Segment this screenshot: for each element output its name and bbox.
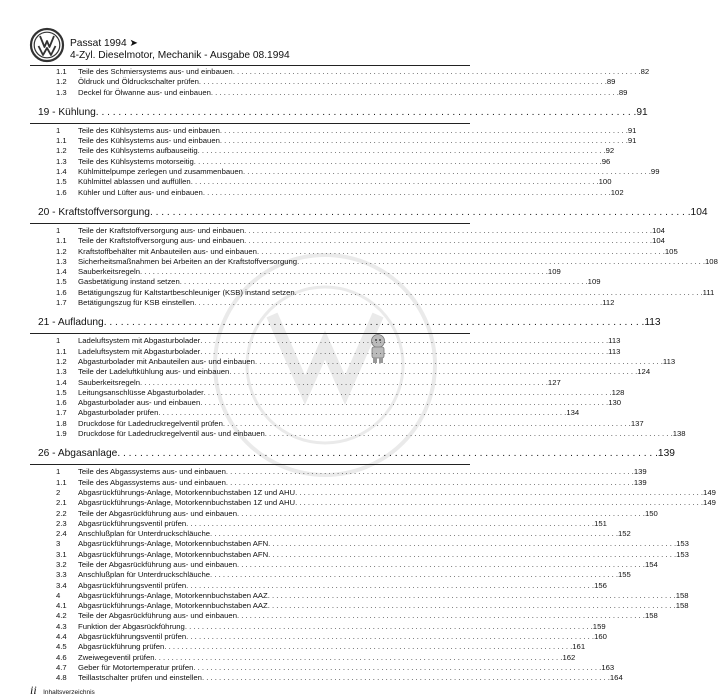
entry-page-number: 96 xyxy=(601,156,611,166)
document-title: Passat 1994 ➤ xyxy=(70,38,139,49)
entry-title: Abgasrückführungs-Anlage, Motorkennbuchstaben AAZ xyxy=(78,601,268,611)
dot-leader: . . . . . . . . . . . . . . . . . . . . . . . . . . . . . . . . . . . . . . . . . . . . . . . . . . . . . . . . . . . . . . . . . . . . . . . . . . . . . . . . . . . . . . . . . . . . . . . . xyxy=(236,559,645,569)
toc-entry[interactable] xyxy=(38,236,665,246)
toc-entry[interactable] xyxy=(38,377,561,388)
entry-page-number: 92 xyxy=(605,146,615,156)
toc-chapter-heading[interactable] xyxy=(38,105,648,126)
entry-title: Sicherheitsmaßnahmen bei Arbeiten an der Kraftstoffversorgung xyxy=(78,256,298,266)
entry-title: Abgasrückführungs-Anlage, Motorkennbuchstaben AFN xyxy=(78,549,269,559)
entry-number: 4.7 xyxy=(56,662,67,672)
entry-number: 4.5 xyxy=(56,642,67,652)
entry-page-number: 160 xyxy=(594,632,607,642)
entry-page-number: 162 xyxy=(562,652,576,662)
toc-entry[interactable] xyxy=(38,642,586,652)
dot-leader: . . . . . . . . . . . . . . . . . . . . . . . . . . . . . . . . . . . . . . . . . . . . . . . . . . . . . . . . . . . . . . . . . . . . . . . . . . . . . . . . . . . . . . . . . . . . . . . . xyxy=(194,298,603,308)
toc-chapter-heading[interactable] xyxy=(38,315,661,336)
entry-page-number: 139 xyxy=(633,467,647,477)
dot-leader: . . . . . . . . . . . . . . . . . . . . . . . . . . . . . . . . . . . . . . . . . . . . . . . . . . . . . . . . . . . . . . . . . . . . . . . . . . . . . . . . . . . . . . . . . . . . . . . . xyxy=(203,387,612,397)
entry-number: 1.5 xyxy=(56,177,67,187)
toc-entry[interactable] xyxy=(38,356,676,367)
dot-leader: . . . . . . . . . . . . . . . . . . . . . . . . . . . . . . . . . . . . . . . . . . . . . . . . . . . . . . . . . . . . . . . . . . . . . . . . . . . . . . . . . . . . . . . . . . . . . . . . xyxy=(222,418,631,428)
entry-title: Teillastschalter prüfen und einstellen xyxy=(78,673,202,683)
entry-number: 4.8 xyxy=(56,673,67,683)
chapter-page-number: 91 xyxy=(636,106,648,118)
toc-entry[interactable] xyxy=(38,590,689,601)
entry-title: Betätigungszug für KSB einstellen xyxy=(78,298,195,308)
dot-leader: . . . . . . . . . . . . . . . . . . . . . . . . . . . . . . . . . . . . . . . . . . . . . . . . . . . . . . . . . . . . . . . . . . . . . . . . . . . . . . . . . . . . . . . . . . . . . . . . xyxy=(229,367,638,377)
toc-entry[interactable] xyxy=(38,662,615,673)
entry-number: 1.4 xyxy=(56,377,67,387)
entry-number: 1.1 xyxy=(56,136,67,146)
toc-entry[interactable] xyxy=(38,487,716,498)
entry-title: Kühlmittelpumpe zerlegen und zusammenbauen xyxy=(78,167,243,177)
dot-leader: . . . . . . . . . . . . . . . . . . . . . . . . . . . . . . . . . . . . . . . . . . . . . . . . . . . . . . . . . . . . . . . . . . . . . . . . . . . . . . . . . . . . . . . . . . . . . . . . xyxy=(267,601,676,611)
toc-entry[interactable] xyxy=(38,408,580,418)
entry-number: 1.6 xyxy=(56,187,67,197)
toc-entry[interactable] xyxy=(38,559,658,570)
dot-leader: . . . . . . . . . . . . . . . . . . . . . . . . . . . . . . . . . . . . . . . . . . . . . . . . . . . . . . . . . . . . . . . . . . . . . . . . . . . . . . . . . . . . . . . . . . . . . . . . xyxy=(198,77,607,87)
entry-title: Druckdose für Ladedruckregelventil aus- und einbauen xyxy=(78,429,265,439)
chapter-underline xyxy=(30,464,470,465)
dot-leader: . . . . . . . . . . . . . . . . . . . . . . . . . . . . . . . . . . . . . . . . . . . . . . . . . . . . . . . . . . . . . . . . . . . . . . . . . . . . . . . . . . . . . . . . . . . . . . . . xyxy=(193,662,602,672)
toc-entry[interactable] xyxy=(38,156,611,167)
entry-number: 3 xyxy=(56,539,61,549)
dot-leader: . . . . . . . . . . . . . . . . . . . . . . . . . . . . . . . . . . . . . . . . . . . . . . . . . . . . . . . . . . . . . . . . . . . . . . . . . . . . . . . . . . . . . . . . . . . . . . . . xyxy=(268,549,677,559)
entry-title: Deckel für Ölwanne aus- und einbauen xyxy=(78,87,211,97)
dot-leader: . . . . . . . . . . . . . . . . . . . . . . . . . . . . . . . . . . . . . . . . . . . . . . . . . . . . . . . . . . . . . . . . . . . . . . . . . . . . . . . . . . . . . . . . . . . . . . . . xyxy=(184,621,593,631)
dot-leader: . . . . . . . . . . . . . . . . . . . . . . . . . . . . . . . . . . . . . . . . . . . . . . . . . . . . . . . . . . . . . . . . . . . . . . . . . . . . . . . . . . . . . . . . . . . . . . . . xyxy=(179,277,588,287)
chapter-page-number: 139 xyxy=(657,448,675,460)
dot-leader: . . . . . . . . . . . . . . . . . . . . . . . . . . . . . . . . . . . . . . . . . . . . . . . . . . . . . . . . . . . . . . . . . . . . . . . . . . . . . . . . . . . . . . . . . . . . . . . . xyxy=(210,87,619,97)
entry-page-number: 164 xyxy=(609,673,623,683)
entry-title: Öldruck und Öldruckschalter prüfen xyxy=(78,77,199,87)
toc-entry[interactable] xyxy=(38,246,678,257)
toc-entry[interactable] xyxy=(38,632,607,642)
dot-leader: . . . . . . . . . . . . . . . . . . . . . . . . . . . . . . . . . . . . . . . . . . . . . . . . . . . . . . . . . . . . . . . . . . . . . . . . . . . . . . . . . . . . . . . . . . . . . . . . xyxy=(295,487,704,497)
entry-number: 1.4 xyxy=(56,267,67,277)
entry-number: 2.1 xyxy=(56,498,67,508)
toc-entry[interactable] xyxy=(38,256,718,267)
entry-number: 1.3 xyxy=(56,87,67,97)
entry-title: Anschlußplan für Unterdruckschläuche xyxy=(78,570,211,580)
entry-number: 4 xyxy=(56,590,61,600)
entry-page-number: 104 xyxy=(652,225,665,235)
entry-page-number: 104 xyxy=(652,236,665,246)
entry-title: Abgasrückführungs-Anlage, Motorkennbuchstaben 1Z und AHU xyxy=(78,498,296,508)
chapter-title: 26 - Abgasanlage xyxy=(38,448,118,460)
entry-number: 4.4 xyxy=(56,632,67,642)
entry-page-number: 151 xyxy=(594,518,607,528)
toc-entry[interactable] xyxy=(38,146,615,156)
toc-chapter-heading[interactable] xyxy=(38,205,708,226)
table-of-contents xyxy=(38,67,718,684)
entry-title: Teile des Kühlsystems aufbauseitig xyxy=(78,146,198,156)
entry-page-number: 139 xyxy=(633,477,647,487)
entry-title: Kühler und Lüfter aus- und einbauen xyxy=(78,187,203,197)
entry-page-number: 137 xyxy=(630,418,644,428)
entry-title: Leitungsanschlüsse Abgasturbolader xyxy=(78,387,204,397)
entry-title: Teile der Kraftstoffversorgung aus- und einbauen xyxy=(78,236,245,246)
dot-leader: . . . . . . . . . . . . . . . . . . . . . . . . . . . . . . . . . . . . . . . . . . . . . . . . . . . . . . . . . . . . . . . . . . . . . . . . . . . . . . . . . . . . . . . . . . . . . . . . xyxy=(294,287,703,297)
entry-title: Teile des Schmiersystems aus- und einbauen xyxy=(78,67,233,76)
entry-title: Teile des Kühlsystems motorseitig xyxy=(78,156,194,166)
entry-title: Teile des Kühlsystems aus- und einbauen xyxy=(78,136,220,146)
entry-number: 1.6 xyxy=(56,287,67,297)
entry-title: Abgasrückführungsventil prüfen xyxy=(78,632,187,642)
toc-entry[interactable] xyxy=(38,267,561,277)
toc-entry[interactable] xyxy=(38,518,607,529)
entry-number: 4.3 xyxy=(56,621,67,631)
dot-leader: . . . . . . . . . . . . . . . . . . . . . . . . . . . . . . . . . . . . . . . . . . . . . . . . . . . . . . . . . . . . . . . . . . . . . . . . . . . . . . . . . . . . . . . . . . . . . . . . xyxy=(117,448,658,460)
entry-number: 2 xyxy=(56,487,61,497)
toc-entry[interactable] xyxy=(38,429,686,439)
toc-entry[interactable] xyxy=(38,570,631,580)
entry-number: 1.3 xyxy=(56,367,67,377)
toc-entry[interactable] xyxy=(38,477,647,488)
dot-leader: . . . . . . . . . . . . . . . . . . . . . . . . . . . . . . . . . . . . . . . . . . . . . . . . . . . . . . . . . . . . . . . . . . . . . . . . . . . . . . . . . . . . . . . . . . . . . . . . xyxy=(186,518,595,528)
entry-title: Anschlußplan für Unterdruckschläuche xyxy=(78,529,211,539)
entry-title: Abgasrückführungs-Anlage, Motorkennbuchstaben 1Z und AHU xyxy=(78,487,296,497)
entry-page-number: 89 xyxy=(618,87,628,97)
dot-leader: . . . . . . . . . . . . . . . . . . . . . . . . . . . . . . . . . . . . . . . . . . . . . . . . . . . . . . . . . . . . . . . . . . . . . . . . . . . . . . . . . . . . . . . . . . . . . . . . xyxy=(103,317,645,329)
entry-page-number: 158 xyxy=(644,611,658,621)
toc-entry[interactable] xyxy=(38,177,612,187)
entry-title: Abgasrückführungs-Anlage, Motorkennbuchstaben AAZ xyxy=(78,590,268,600)
entry-title: Funktion der Abgasrückführung xyxy=(78,621,185,631)
entry-page-number: 138 xyxy=(672,429,686,439)
entry-title: Teile des Kühlsystems aus- und einbauen xyxy=(78,125,220,135)
toc-entry[interactable] xyxy=(38,67,650,77)
vw-logo-icon xyxy=(30,28,64,62)
page-header xyxy=(30,28,470,64)
toc-entry[interactable] xyxy=(38,508,658,519)
entry-page-number: 127 xyxy=(547,377,561,387)
entry-number: 3.3 xyxy=(56,570,67,580)
dot-leader: . . . . . . . . . . . . . . . . . . . . . . . . . . . . . . . . . . . . . . . . . . . . . . . . . . . . . . . . . . . . . . . . . . . . . . . . . . . . . . . . . . . . . . . . . . . . . . . . xyxy=(197,146,606,156)
entry-number: 1.2 xyxy=(56,77,67,87)
entry-page-number: 102 xyxy=(610,187,624,197)
dot-leader: . . . . . . . . . . . . . . . . . . . . . . . . . . . . . . . . . . . . . . . . . . . . . . . . . . . . . . . . . . . . . . . . . . . . . . . . . . . . . . . . . . . . . . . . . . . . . . . . xyxy=(149,206,691,218)
entry-number: 1 xyxy=(56,125,61,135)
entry-page-number: 149 xyxy=(703,498,716,508)
dot-leader: . . . . . . . . . . . . . . . . . . . . . . . . . . . . . . . . . . . . . . . . . . . . . . . . . . . . . . . . . . . . . . . . . . . . . . . . . . . . . . . . . . . . . . . . . . . . . . . . xyxy=(190,177,599,187)
entry-title: Abgasrückführungsventil prüfen xyxy=(78,518,187,528)
entry-number: 2.4 xyxy=(56,529,67,539)
page-number: ii xyxy=(30,683,37,697)
entry-page-number: 149 xyxy=(703,487,716,497)
dot-leader: . . . . . . . . . . . . . . . . . . . . . . . . . . . . . . . . . . . . . . . . . . . . . . . . . . . . . . . . . . . . . . . . . . . . . . . . . . . . . . . . . . . . . . . . . . . . . . . . xyxy=(210,529,618,539)
entry-page-number: 128 xyxy=(611,387,625,397)
entry-page-number: 154 xyxy=(644,559,658,569)
entry-page-number: 109 xyxy=(547,267,561,277)
dot-leader: . . . . . . . . . . . . . . . . . . . . . . . . . . . . . . . . . . . . . . . . . . . . . . . . . . . . . . . . . . . . . . . . . . . . . . . . . . . . . . . . . . . . . . . . . . . . . . . . xyxy=(202,187,611,197)
entry-number: 1 xyxy=(56,225,61,235)
dot-leader: . . . . . . . . . . . . . . . . . . . . . . . . . . . . . . . . . . . . . . . . . . . . . . . . . . . . . . . . . . . . . . . . . . . . . . . . . . . . . . . . . . . . . . . . . . . . . . . . xyxy=(186,632,595,642)
entry-page-number: 150 xyxy=(644,508,658,518)
entry-page-number: 108 xyxy=(705,256,718,266)
entry-page-number: 113 xyxy=(662,356,676,366)
dot-leader: . . . . . . . . . . . . . . . . . . . . . . . . . . . . . . . . . . . . . . . . . . . . . . . . . . . . . . . . . . . . . . . . . . . . . . . . . . . . . . . . . . . . . . . . . . . . . . . . xyxy=(139,267,548,277)
entry-page-number: 153 xyxy=(676,539,689,549)
entry-page-number: 134 xyxy=(566,408,580,418)
entry-title: Abgasturbolader aus- und einbauen xyxy=(78,398,201,408)
dot-leader: . . . . . . . . . . . . . . . . . . . . . . . . . . . . . . . . . . . . . . . . . . . . . . . . . . . . . . . . . . . . . . . . . . . . . . . . . . . . . . . . . . . . . . . . . . . . . . . . xyxy=(244,225,653,235)
entry-page-number: 113 xyxy=(608,346,621,356)
dot-leader: . . . . . . . . . . . . . . . . . . . . . . . . . . . . . . . . . . . . . . . . . . . . . . . . . . . . . . . . . . . . . . . . . . . . . . . . . . . . . . . . . . . . . . . . . . . . . . . . xyxy=(225,477,634,487)
entry-page-number: 161 xyxy=(572,642,586,652)
footer-label: Inhaltsverzeichnis xyxy=(43,689,95,696)
dot-leader: . . . . . . . . . . . . . . . . . . . . . . . . . . . . . . . . . . . . . . . . . . . . . . . . . . . . . . . . . . . . . . . . . . . . . . . . . . . . . . . . . . . . . . . . . . . . . . . . xyxy=(193,156,602,166)
dot-leader: . . . . . . . . . . . . . . . . . . . . . . . . . . . . . . . . . . . . . . . . . . . . . . . . . . . . . . . . . . . . . . . . . . . . . . . . . . . . . . . . . . . . . . . . . . . . . . . . xyxy=(254,356,663,366)
entry-number: 1.9 xyxy=(56,429,67,439)
entry-page-number: 124 xyxy=(637,367,651,377)
toc-entry[interactable] xyxy=(38,387,625,398)
entry-number: 1.2 xyxy=(56,356,67,366)
chapter-page-number: 104 xyxy=(690,206,708,218)
entry-title: Druckdose für Ladedruckregelventil prüfen xyxy=(78,418,223,428)
toc-entry[interactable] xyxy=(38,539,689,549)
dot-leader: . . . . . . . . . . . . . . . . . . . . . . . . . . . . . . . . . . . . . . . . . . . . . . . . . . . . . . . . . . . . . . . . . . . . . . . . . . . . . . . . . . . . . . . . . . . . . . . . xyxy=(232,67,641,76)
document-subtitle: 4-Zyl. Dieselmotor, Mechanik - Ausgabe 08.1994 xyxy=(70,50,290,61)
entry-number: 3.1 xyxy=(56,549,67,559)
toc-entry[interactable] xyxy=(38,77,616,87)
dot-leader: . . . . . . . . . . . . . . . . . . . . . . . . . . . . . . . . . . . . . . . . . . . . . . . . . . . . . . . . . . . . . . . . . . . . . . . . . . . . . . . . . . . . . . . . . . . . . . . . xyxy=(264,429,673,439)
dot-leader: . . . . . . . . . . . . . . . . . . . . . . . . . . . . . . . . . . . . . . . . . . . . . . . . . . . . . . . . . . . . . . . . . . . . . . . . . . . . . . . . . . . . . . . . . . . . . . . . xyxy=(219,125,628,135)
entry-number: 1.2 xyxy=(56,146,67,156)
entry-page-number: 155 xyxy=(618,570,631,580)
chapter-title: 21 - Aufladung xyxy=(38,317,104,329)
toc-entry[interactable] xyxy=(38,125,637,136)
header-divider xyxy=(30,65,470,66)
entry-number: 2.3 xyxy=(56,518,67,528)
entry-title: Abgasrückführungsventil prüfen xyxy=(78,580,187,590)
dot-leader: . . . . . . . . . . . . . . . . . . . . . . . . . . . . . . . . . . . . . . . . . . . . . . . . . . . . . . . . . . . . . . . . . . . . . . . . . . . . . . . . . . . . . . . . . . . . . . . . xyxy=(154,652,563,662)
entry-title: Geber für Motortemperatur prüfen xyxy=(78,662,194,672)
entry-title: Teile des Abgassystems aus- und einbauen xyxy=(78,477,226,487)
entry-page-number: 158 xyxy=(675,601,689,611)
entry-title: Sauberkeitsregeln xyxy=(78,377,140,387)
toc-entry[interactable] xyxy=(38,298,615,308)
entry-number: 1.4 xyxy=(56,167,67,177)
entry-page-number: 113 xyxy=(608,336,621,346)
page-footer xyxy=(30,681,95,699)
toc-entry[interactable] xyxy=(38,167,660,177)
entry-page-number: 156 xyxy=(594,580,607,590)
entry-number: 1.3 xyxy=(56,256,67,266)
entry-number: 4.2 xyxy=(56,611,67,621)
dot-leader: . . . . . . . . . . . . . . . . . . . . . . . . . . . . . . . . . . . . . . . . . . . . . . . . . . . . . . . . . . . . . . . . . . . . . . . . . . . . . . . . . . . . . . . . . . . . . . . . xyxy=(267,590,676,600)
entry-page-number: 111 xyxy=(702,287,715,297)
entry-title: Abgasrückführungs-Anlage, Motorkennbuchstaben AFN xyxy=(78,539,269,549)
toc-entry[interactable] xyxy=(38,498,716,508)
entry-number: 1.5 xyxy=(56,387,67,397)
entry-title: Teile der Ladeluftkühlung aus- und einbauen xyxy=(78,367,230,377)
entry-number: 4.6 xyxy=(56,652,67,662)
entry-number: 1.5 xyxy=(56,277,67,287)
toc-entry[interactable] xyxy=(38,277,601,287)
entry-page-number: 130 xyxy=(608,398,622,408)
entry-title: Teile der Kraftstoffversorgung aus- und einbauen xyxy=(78,225,245,235)
entry-number: 1.7 xyxy=(56,408,67,418)
entry-number: 1 xyxy=(56,336,61,346)
entry-title: Abgasturbolader mit Anbauteilen aus- und einbauen xyxy=(78,356,255,366)
dot-leader: . . . . . . . . . . . . . . . . . . . . . . . . . . . . . . . . . . . . . . . . . . . . . . . . . . . . . . . . . . . . . . . . . . . . . . . . . . . . . . . . . . . . . . . . . . . . . . . . xyxy=(200,336,609,346)
toc-entry[interactable] xyxy=(38,136,637,146)
dot-leader: . . . . . . . . . . . . . . . . . . . . . . . . . . . . . . . . . . . . . . . . . . . . . . . . . . . . . . . . . . . . . . . . . . . . . . . . . . . . . . . . . . . . . . . . . . . . . . . . xyxy=(242,167,651,177)
toc-entry[interactable] xyxy=(38,673,623,683)
toc-entry[interactable] xyxy=(38,225,665,236)
dot-leader: . . . . . . . . . . . . . . . . . . . . . . . . . . . . . . . . . . . . . . . . . . . . . . . . . . . . . . . . . . . . . . . . . . . . . . . . . . . . . . . . . . . . . . . . . . . . . . . . xyxy=(201,673,610,683)
toc-entry[interactable] xyxy=(38,367,651,377)
entry-page-number: 112 xyxy=(602,298,615,308)
chapter-underline xyxy=(30,223,470,224)
dot-leader: . . . . . . . . . . . . . . . . . . . . . . . . . . . . . . . . . . . . . . . . . . . . . . . . . . . . . . . . . . . . . . . . . . . . . . . . . . . . . . . . . . . . . . . . . . . . . . . . xyxy=(256,246,665,256)
toc-entry[interactable] xyxy=(38,601,689,611)
entry-page-number: 82 xyxy=(640,67,650,76)
toc-entry[interactable] xyxy=(38,611,658,621)
dot-leader: . . . . . . . . . . . . . . . . . . . . . . . . . . . . . . . . . . . . . . . . . . . . . . . . . . . . . . . . . . . . . . . . . . . . . . . . . . . . . . . . . . . . . . . . . . . . . . . . xyxy=(236,611,645,621)
dot-leader: . . . . . . . . . . . . . . . . . . . . . . . . . . . . . . . . . . . . . . . . . . . . . . . . . . . . . . . . . . . . . . . . . . . . . . . . . . . . . . . . . . . . . . . . . . . . . . . . xyxy=(139,377,548,387)
entry-number: 3.2 xyxy=(56,559,67,569)
toc-entry[interactable] xyxy=(38,187,624,198)
entry-number: 1 xyxy=(56,467,61,477)
toc-entry[interactable] xyxy=(38,621,606,632)
toc-chapter-heading[interactable] xyxy=(38,446,675,467)
chapter-underline xyxy=(30,123,470,124)
entry-title: Teile der Abgasrückführung aus- und einbauen xyxy=(78,508,237,518)
toc-entry[interactable] xyxy=(38,336,621,346)
entry-number: 1.1 xyxy=(56,477,67,487)
toc-entry[interactable] xyxy=(38,652,576,663)
toc-entry[interactable] xyxy=(38,87,628,98)
entry-page-number: 152 xyxy=(618,529,631,539)
dot-leader: . . . . . . . . . . . . . . . . . . . . . . . . . . . . . . . . . . . . . . . . . . . . . . . . . . . . . . . . . . . . . . . . . . . . . . . . . . . . . . . . . . . . . . . . . . . . . . . . xyxy=(210,570,618,580)
toc-entry[interactable] xyxy=(38,418,644,429)
entry-number: 1.2 xyxy=(56,246,67,256)
dot-leader: . . . . . . . . . . . . . . . . . . . . . . . . . . . . . . . . . . . . . . . . . . . . . . . . . . . . . . . . . . . . . . . . . . . . . . . . . . . . . . . . . . . . . . . . . . . . . . . . xyxy=(244,236,653,246)
entry-number: 1.6 xyxy=(56,398,67,408)
entry-title: Abgasturbolader prüfen xyxy=(78,408,159,418)
entry-page-number: 153 xyxy=(676,549,689,559)
entry-page-number: 159 xyxy=(592,621,606,631)
entry-title: Ladeluftsystem mit Abgasturbolader xyxy=(78,346,201,356)
entry-title: Abgasrückführung prüfen xyxy=(78,642,165,652)
toc-entry[interactable] xyxy=(38,346,621,357)
dot-leader: . . . . . . . . . . . . . . . . . . . . . . . . . . . . . . . . . . . . . . . . . . . . . . . . . . . . . . . . . . . . . . . . . . . . . . . . . . . . . . . . . . . . . . . . . . . . . . . . xyxy=(225,467,634,477)
entry-title: Betätigungszug für Kaltstartbeschleuniger (KSB) instand setzen xyxy=(78,287,295,297)
entry-title: Gasbetätigung instand setzen xyxy=(78,277,180,287)
entry-number: 1.8 xyxy=(56,418,67,428)
entry-title: Teile der Abgasrückführung aus- und einbauen xyxy=(78,559,237,569)
entry-number: 1.3 xyxy=(56,156,67,166)
toc-entry[interactable] xyxy=(38,580,607,591)
chapter-underline xyxy=(30,333,470,334)
entry-page-number: 89 xyxy=(606,77,616,87)
entry-title: Kühlmittel ablassen und auffüllen xyxy=(78,177,191,187)
entry-number: 2.2 xyxy=(56,508,67,518)
chapter-title: 19 - Kühlung xyxy=(38,106,96,118)
dot-leader: . . . . . . . . . . . . . . . . . . . . . . . . . . . . . . . . . . . . . . . . . . . . . . . . . . . . . . . . . . . . . . . . . . . . . . . . . . . . . . . . . . . . . . . . . . . . . . . . xyxy=(200,398,609,408)
chapter-title: 20 - Kraftstoffversorgung xyxy=(38,206,150,218)
toc-entry[interactable] xyxy=(38,549,689,560)
entry-page-number: 91 xyxy=(627,136,637,146)
entry-page-number: 99 xyxy=(650,167,660,177)
toc-entry[interactable] xyxy=(38,398,622,408)
dot-leader: . . . . . . . . . . . . . . . . . . . . . . . . . . . . . . . . . . . . . . . . . . . . . . . . . . . . . . . . . . . . . . . . . . . . . . . . . . . . . . . . . . . . . . . . . . . . . . . . xyxy=(297,256,706,266)
entry-title: Ladeluftsystem mit Abgasturbolader xyxy=(78,336,201,346)
entry-page-number: 100 xyxy=(598,177,612,187)
entry-page-number: 163 xyxy=(601,662,615,672)
entry-title: Teile des Abgassystems aus- und einbauen xyxy=(78,467,226,477)
dot-leader: . . . . . . . . . . . . . . . . . . . . . . . . . . . . . . . . . . . . . . . . . . . . . . . . . . . . . . . . . . . . . . . . . . . . . . . . . . . . . . . . . . . . . . . . . . . . . . . . xyxy=(164,642,573,652)
entry-number: 1.1 xyxy=(56,67,67,76)
entry-number: 1.1 xyxy=(56,346,67,356)
chapter-page-number: 113 xyxy=(644,317,661,329)
entry-title: Kraftstoffbehälter mit Anbauteilen aus- und einbauen xyxy=(78,246,257,256)
entry-page-number: 91 xyxy=(627,125,637,135)
dot-leader: . . . . . . . . . . . . . . . . . . . . . . . . . . . . . . . . . . . . . . . . . . . . . . . . . . . . . . . . . . . . . . . . . . . . . . . . . . . . . . . . . . . . . . . . . . . . . . . . xyxy=(186,580,595,590)
toc-entry[interactable] xyxy=(38,529,631,539)
entry-title: Zweiwegeventil prüfen xyxy=(78,652,155,662)
dot-leader: . . . . . . . . . . . . . . . . . . . . . . . . . . . . . . . . . . . . . . . . . . . . . . . . . . . . . . . . . . . . . . . . . . . . . . . . . . . . . . . . . . . . . . . . . . . . . . . . xyxy=(295,498,704,508)
entry-number: 3.4 xyxy=(56,580,67,590)
entry-number: 1.7 xyxy=(56,298,67,308)
dot-leader: . . . . . . . . . . . . . . . . . . . . . . . . . . . . . . . . . . . . . . . . . . . . . . . . . . . . . . . . . . . . . . . . . . . . . . . . . . . . . . . . . . . . . . . . . . . . . . . . xyxy=(200,346,609,356)
entry-page-number: 109 xyxy=(587,277,601,287)
entry-page-number: 158 xyxy=(675,590,689,600)
toc-entry[interactable] xyxy=(38,467,647,477)
dot-leader: . . . . . . . . . . . . . . . . . . . . . . . . . . . . . . . . . . . . . . . . . . . . . . . . . . . . . . . . . . . . . . . . . . . . . . . . . . . . . . . . . . . . . . . . . . . . . . . . xyxy=(219,136,628,146)
toc-entry[interactable] xyxy=(38,287,715,298)
dot-leader: . . . . . . . . . . . . . . . . . . . . . . . . . . . . . . . . . . . . . . . . . . . . . . . . . . . . . . . . . . . . . . . . . . . . . . . . . . . . . . . . . . . . . . . . . . . . . . . . xyxy=(158,408,567,418)
entry-number: 4.1 xyxy=(56,601,67,611)
entry-title: Teile der Abgasrückführung aus- und einbauen xyxy=(78,611,237,621)
entry-page-number: 105 xyxy=(664,246,678,256)
entry-title: Sauberkeitsregeln xyxy=(78,267,140,277)
dot-leader: . . . . . . . . . . . . . . . . . . . . . . . . . . . . . . . . . . . . . . . . . . . . . . . . . . . . . . . . . . . . . . . . . . . . . . . . . . . . . . . . . . . . . . . . . . . . . . . . xyxy=(236,508,645,518)
entry-number: 1.1 xyxy=(56,236,67,246)
dot-leader: . . . . . . . . . . . . . . . . . . . . . . . . . . . . . . . . . . . . . . . . . . . . . . . . . . . . . . . . . . . . . . . . . . . . . . . . . . . . . . . . . . . . . . . . . . . . . . . . xyxy=(268,539,677,549)
dot-leader: . . . . . . . . . . . . . . . . . . . . . . . . . . . . . . . . . . . . . . . . . . . . . . . . . . . . . . . . . . . . . . . . . . . . . . . . . . . . . . . . . . . . . . . . . . . . . . . . xyxy=(95,106,637,118)
